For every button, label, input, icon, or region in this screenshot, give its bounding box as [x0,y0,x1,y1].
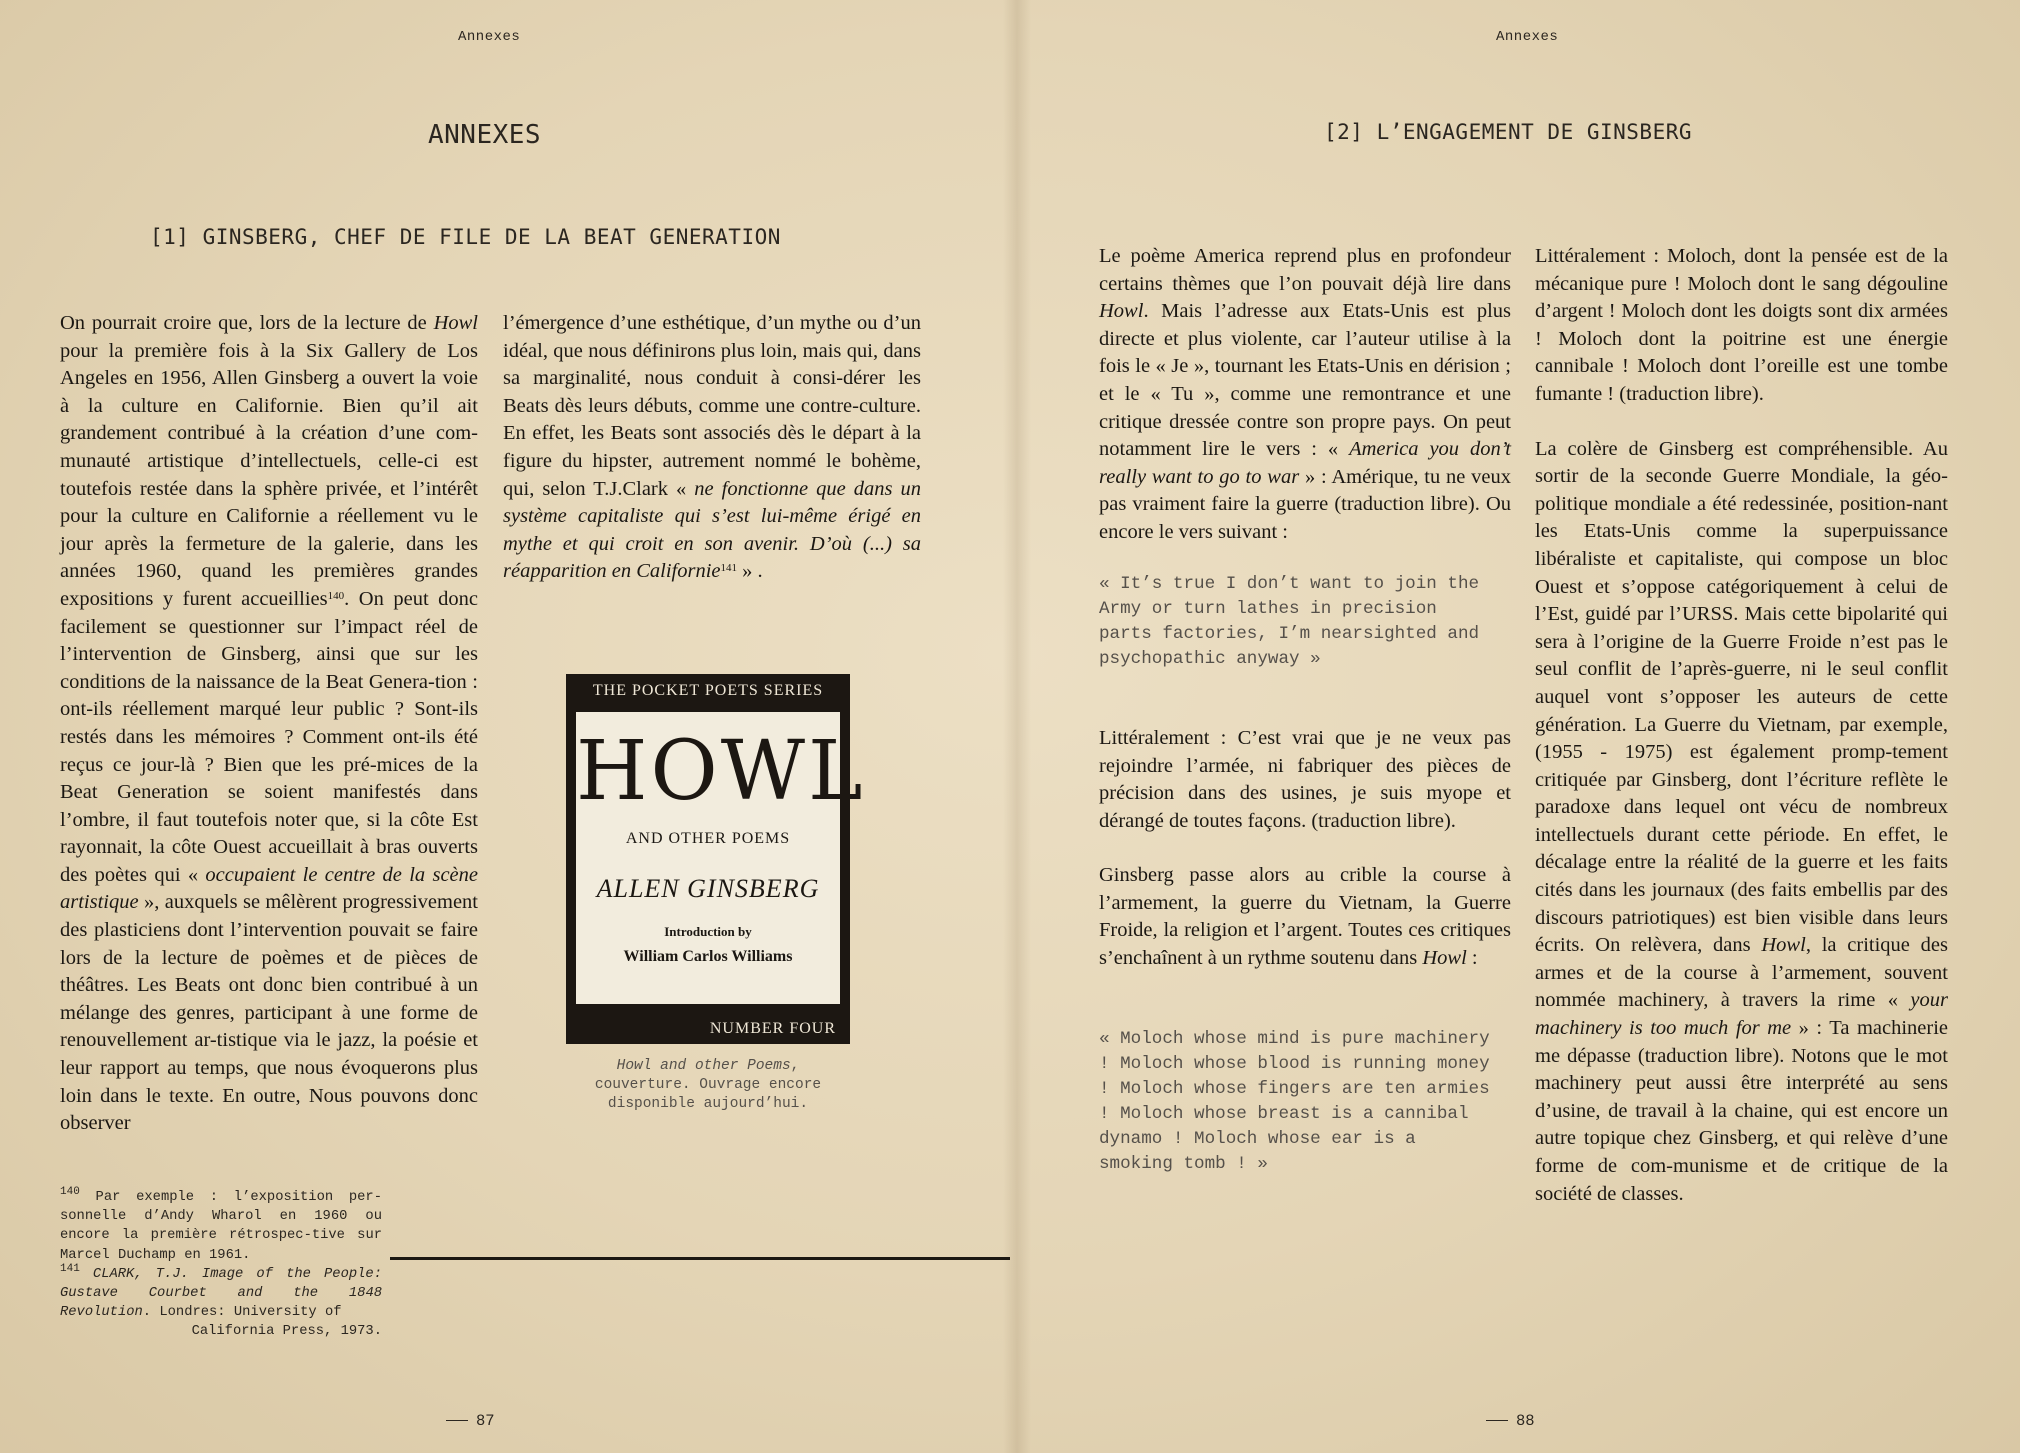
quote-america: « It’s true I don’t want to join the Army or turn lathes in precision parts factories, I’m nearsighted and psychopathic anyway » [1099,574,1480,669]
right-column-1-translation: Littéralement : C’est vrai que je ne veux pas rejoindre l’armée, ni fabriquer des pièces de précision dans des usines, je suis myope et dérangé de toutes façons. (traduction libre). [1099,727,1511,832]
right-column-1-paragraph-3: Ginsberg passe alors au crible la course à l’armement, la guerre du Vietnam, la Guerre Froide, la religion et l’argent. Toutes ces critiques s’enchaînent à un rythme soutenu dans Howl : [1099,864,1511,969]
cover-intro-author: William Carlos Williams [623,948,793,965]
book-spine [1003,0,1031,1453]
cover-series: THE POCKET POETS SERIES [592,682,824,699]
section-heading-1: [1] GINSBERG, CHEF DE FILE DE LA BEAT GENERATION [150,225,781,249]
right-column-2: Littéralement : Moloch, dont la pensée est de la mécanique pure ! Moloch dont le sang dégouline d’argent ! Moloch dont les doigts sont dix armées ! Moloch dont la poitrine est une énergie cannibale ! Moloch dont l’oreille est une tombe fumante ! (traduction libre). La colère de Ginsberg est compréhensible. Au sortir de la seconde Guerre Mondiale, la géo-politique mondiale a été redessinée, position-nant les Etats-Unis comme la superpuissance libéraliste et capitaliste, qui compose un bloc Ouest et s’oppose catégoriquement à celui de l’Est, guidé par l’URSS. Mais cette bipolarité qui sera à l’origine de la Guerre Froide n’est pas le seul conflit de l’après-guerre, ni le seul conflit auquel vont s’opposer les auteurs de cette génération. La Guerre du Vietnam, par exemple, (1955 - 1975) est également promp-tement critiquée par Ginsberg, dont l’écriture reflète le paradoxe dans lequel ont vécu de nombreux intellectuels durant cette période. En effet, le décalage entre la réalité de la guerre et les faits cités dans les journaux (des faits embellis par des discours patriotiques) est bien visible dans leurs écrits. On relèvera, dans Howl, la critique des armes et de la course à l’armement, souvent nommée machinery, à travers la rime « your machinery is too much for me » : Ta machinerie me dépasse (traduction libre). Notons que le mot machinery peut aussi être interprété au sens d’usine, de travail à la chaine, qui est encore un autre topique chez Ginsberg, et qui relève d’une forme de com-munisme et de critique de la société de classes. [1535,245,1949,1205]
cover-panel [576,712,866,1004]
left-column-2: l’émergence d’une esthétique, d’un mythe ou d’un idéal, que nous définirons plus loin, mais qui, dans sa marginalité, nous conduit à consi-dérer les Beats dès leurs débuts, comme une contre-culture. En effet, les Beats sont associés dès le départ à la figure du hipster, autrement nommé le bohème, qui, selon T.J.Clark « ne fonctionne que dans un système capitaliste qui s’est lui-même érigé en mythe et qui croit en son avenir. D’où (...) sa réapparition en Californie$^{141}$ » . [503,312,921,583]
running-head-right: Annexes [1496,29,1559,45]
running-head-left: Annexes [458,29,521,45]
footnote-140: $^{140}$ Par exemple : l’exposition per-sonnelle d’Andy Wharol en 1960 ou encore la première rétrospec-tive sur Marcel Duchamp en 1961. [60,1186,382,1263]
footnote-rule [390,1257,1010,1260]
footnote-ref-141: 141 [720,562,738,575]
quote-moloch: « Moloch whose mind is pure machinery ! Moloch whose blood is running money ! Moloch whose fingers are ten armies ! Moloch whose breast is a cannibal dynamo ! Moloch whose ear is a smoking tomb ! » [1099,1029,1490,1174]
cover-intro: Introduction by [664,924,752,939]
right-column-1: Le poème America reprend plus en profondeur certains thèmes que l’on pouvait déjà lire dans Howl. Mais l’adresse aux Etats-Unis est plus directe et plus violente, car l’auteur utilise à la fois le « Je », tournant les Etats-Unis en dérision ; et le « Tu », comme une remontrance et une critique dressée contre son propre pays. On peut notamment lire le vers : « America you don’t really want to go to war » : Amérique, tu ne veux pas vraiment faire la guerre (traduction libre). Ou encore le vers suivant : [1099,245,1511,543]
footnote-ref-140: 140 [327,589,345,602]
footnotes [60,1188,382,1342]
left-column-1: On pourrait croire que, lors de la lecture de Howl pour la première fois à la Six Gallery de Los Angeles en 1956, Allen Ginsberg a ouvert la voie à la culture en Californie. Bien qu’il ait grandement contribué à la création d’une com-munauté artistique d’intellectuels, celle-ci est toutefois restée dans la sphère privée, et l’intérêt pour la culture en Californie a réellement vu le jour après la fermeture de la galerie, dans les années 1960, quand les premières grandes expositions y furent accueillies$^{140}$. On peut donc facilement se questionner sur l’impact réel de l’intervention de Ginsberg, ainsi que sur les conditions de la naissance de la Beat Genera-tion : ont-ils réellement marqué leur public ? Sont-ils restés dans les mémoires ? Comment ont-ils été reçus ce jour-là ? Bien que les pré-mices de la Beat Generation se soient manifestés dans l’ombre, il faut toutefois noter que, si la côte Est rayonnait, la côte Ouest accueillait à bras ouverts des poètes qui « occupaient le centre de la scène artistique », auxquels se mêlèrent progressivement des plasticiens dont l’intervention pouvait se faire lors de la lecture de poèmes et de pièces de théâtres. Les Beats ont donc bien contribué à un mélange des genres, participant à une forme de renouvellement ar-tistique via le jazz, la poésie et leur rapport au temps, que nous évoquerons plus loin dans le texte. En outre, Nous pouvons donc observer [60,312,479,1135]
page-number-left: 87 [446,1412,495,1430]
footnote-141-last-line: California Press, 1973. [191,1324,382,1340]
cover-title: HOWL [576,724,866,819]
cover-subtitle: AND OTHER POEMS [625,830,791,847]
howl-book-cover [566,674,866,1044]
cover-caption: Howl and other Poems, couverture. Ouvrage encore disponible aujourd’hui. [594,1058,822,1112]
page-title: ANNEXES [428,120,542,150]
cover-number: NUMBER FOUR [709,1020,836,1037]
cover-author: ALLEN GINSBERG [596,874,820,903]
page-number-right: 88 [1486,1412,1535,1430]
footnote-141: $^{141}$ CLARK, T.J. Image of the People: Gustave Courbet and the 1848 Revolution. Londres: University of [60,1262,382,1321]
section-heading-2: [2] L’ENGAGEMENT DE GINSBERG [1324,120,1693,144]
